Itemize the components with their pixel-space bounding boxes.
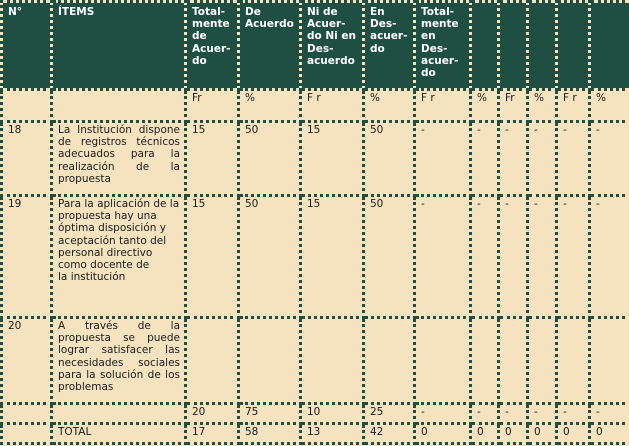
value-cell: - (415, 122, 471, 196)
value-cell (301, 318, 364, 404)
header-number: N° (2, 2, 52, 90)
subheader-cell: % (239, 90, 301, 122)
row-number (2, 424, 52, 444)
value-cell: - (528, 404, 557, 424)
value-cell: 0 (590, 424, 629, 444)
subheader-cell: % (528, 90, 557, 122)
value-cell: 0 (471, 424, 499, 444)
subheader-cell: Fr (186, 90, 239, 122)
value-cell: 50 (239, 196, 301, 318)
subheader-cell (52, 90, 186, 122)
header-empty (471, 2, 499, 90)
table-row (2, 196, 629, 318)
header-empty (499, 2, 528, 90)
value-cell: 0 (415, 424, 471, 444)
header-empty (557, 2, 590, 90)
subheader-cell: Fr (499, 90, 528, 122)
value-cell: - (590, 404, 629, 424)
value-cell (557, 318, 590, 404)
value-cell: - (528, 196, 557, 318)
value-cell: 75 (239, 404, 301, 424)
value-cell: 50 (364, 122, 415, 196)
row-number: 18 (2, 122, 52, 196)
row-item-text: A través de la propuesta se puede lograr satisfacer las necesidades sociales para la solución de los problemas (52, 318, 186, 404)
value-cell: 15 (186, 196, 239, 318)
value-cell: 0 (528, 424, 557, 444)
value-cell: 50 (239, 122, 301, 196)
value-cell: - (557, 122, 590, 196)
value-cell: - (528, 122, 557, 196)
subheader-cell: % (590, 90, 629, 122)
table-row (2, 318, 629, 404)
value-cell (590, 318, 629, 404)
value-cell: - (499, 404, 528, 424)
value-cell (239, 318, 301, 404)
value-cell: - (471, 122, 499, 196)
value-cell (528, 318, 557, 404)
value-cell: 0 (557, 424, 590, 444)
header-items: ÍTEMS (52, 2, 186, 90)
table-row (2, 404, 629, 424)
value-cell: 42 (364, 424, 415, 444)
subheader-cell (2, 90, 52, 122)
row-item-line: la institución (58, 271, 126, 284)
header-ni-de-acuerdo: Ni de Acuer-do Ni en Des-acuerdo (301, 2, 364, 90)
subheader-cell: % (471, 90, 499, 122)
value-cell: 15 (186, 122, 239, 196)
row-item-text: La Institución dispone de registros técnicos adecuados para la realización de la propuesta (52, 122, 186, 196)
value-cell: - (590, 196, 629, 318)
value-cell: - (499, 196, 528, 318)
value-cell: - (415, 196, 471, 318)
row-number: 20 (2, 318, 52, 404)
header-empty (528, 2, 557, 90)
value-cell: 25 (364, 404, 415, 424)
value-cell: 0 (499, 424, 528, 444)
value-cell: - (557, 404, 590, 424)
row-number (2, 404, 52, 424)
header-empty (590, 2, 629, 90)
value-cell: - (471, 196, 499, 318)
value-cell (471, 318, 499, 404)
value-cell: 15 (301, 122, 364, 196)
header-de-acuerdo: De Acuerdo (239, 2, 301, 90)
value-cell: - (415, 404, 471, 424)
total-label: TOTAL (52, 424, 186, 444)
subheader-cell: F r (415, 90, 471, 122)
header-en-desacuerdo: En Des-acuer-do (364, 2, 415, 90)
value-cell: - (590, 122, 629, 196)
header-totalmente-de-acuerdo: Total-mente de Acuer-do (186, 2, 239, 90)
value-cell: - (557, 196, 590, 318)
subheader-cell: F r (301, 90, 364, 122)
value-cell: 17 (186, 424, 239, 444)
row-item-line: Para la aplicación de la propuesta hay una óptima disposición y aceptación tanto del (58, 198, 180, 247)
subheader-row (2, 90, 629, 122)
value-cell: 50 (364, 196, 415, 318)
row-item-text (52, 196, 186, 318)
value-cell: 20 (186, 404, 239, 424)
value-cell (499, 318, 528, 404)
table-row (2, 122, 629, 196)
value-cell: 58 (239, 424, 301, 444)
value-cell (364, 318, 415, 404)
value-cell: - (471, 404, 499, 424)
value-cell: 15 (301, 196, 364, 318)
header-row (2, 2, 629, 90)
row-item-line: personal directivo como docente de (58, 246, 153, 272)
value-cell (186, 318, 239, 404)
header-totalmente-en-desacuerdo: Total-mente en Des-acuer-do (415, 2, 471, 90)
subheader-cell: % (364, 90, 415, 122)
total-row (2, 424, 629, 444)
row-item-text (52, 404, 186, 424)
row-number: 19 (2, 196, 52, 318)
value-cell: 10 (301, 404, 364, 424)
value-cell (415, 318, 471, 404)
value-cell: - (499, 122, 528, 196)
subheader-cell: F r (557, 90, 590, 122)
value-cell: 13 (301, 424, 364, 444)
